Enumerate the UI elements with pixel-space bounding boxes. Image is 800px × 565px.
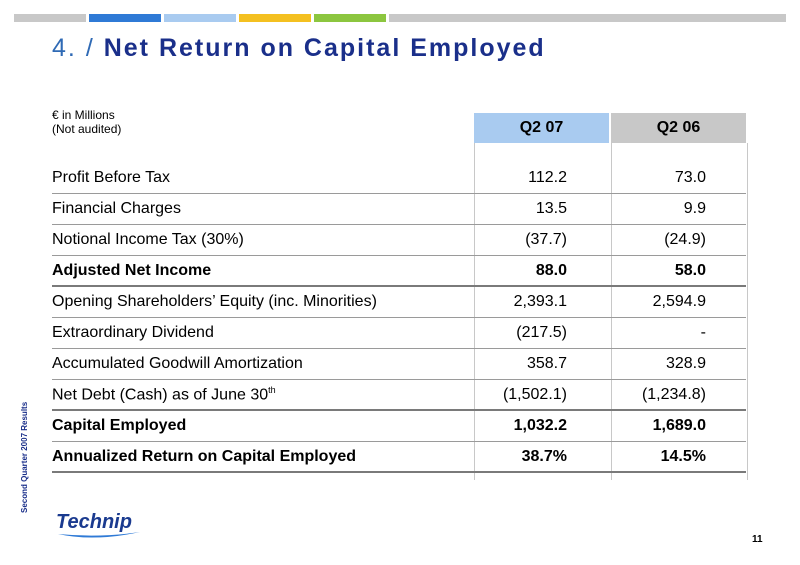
- slide-number-prefix: 4.: [52, 34, 77, 62]
- row-label: Adjusted Net Income: [52, 261, 212, 279]
- value-q2-07: (217.5): [516, 324, 567, 341]
- row-label: Profit Before Tax: [52, 169, 170, 186]
- color-bar-segment: [89, 14, 161, 22]
- value-q2-06: (1,234.8): [641, 385, 706, 403]
- color-bar-segment: [389, 14, 786, 22]
- value-q2-06: 14.5%: [660, 447, 706, 465]
- row-label-text: Net Debt (Cash) as of June 30: [52, 386, 269, 404]
- units-note: [52, 108, 121, 136]
- value-q2-06: 2,594.9: [652, 293, 706, 310]
- value-q2-06: 73.0: [674, 169, 706, 186]
- row-label: [52, 385, 476, 404]
- value-q2-07: 1,032.2: [513, 417, 567, 434]
- value-q2-07: (37.7): [525, 231, 567, 248]
- color-bar-segment: [164, 14, 236, 22]
- row-label: Annualized Return on Capital Employed: [52, 447, 357, 465]
- table-row: [52, 225, 746, 256]
- value-q2-07: 2,393.1: [513, 293, 567, 310]
- technip-logo: [54, 508, 144, 542]
- value-q2-07: (1,502.1): [502, 385, 567, 403]
- value-q2-06: 9.9: [683, 200, 706, 217]
- value-q2-06: (24.9): [664, 231, 706, 248]
- column-header-q2-07: Q2 07: [474, 113, 609, 143]
- value-q2-06: 58.0: [674, 261, 706, 279]
- units-currency: € in Millions: [52, 108, 115, 122]
- table-row: [52, 194, 746, 225]
- table-row: [52, 318, 746, 349]
- value-q2-06: 328.9: [665, 355, 706, 372]
- financial-table: [52, 163, 746, 473]
- table-row-total: [52, 411, 746, 442]
- column-header-q2-06: Q2 06: [611, 113, 746, 143]
- row-label: Opening Shareholders’ Equity (inc. Minorities): [52, 293, 377, 310]
- color-bar-segment: [314, 14, 386, 22]
- page-number: 11: [752, 534, 763, 545]
- value-q2-06: -: [700, 324, 706, 341]
- row-label-superscript: th: [268, 384, 276, 395]
- table-row: [52, 349, 746, 380]
- row-label: Financial Charges: [52, 200, 181, 217]
- table-row-total: [52, 256, 746, 287]
- row-label: Extraordinary Dividend: [52, 324, 214, 341]
- title-slash: /: [85, 34, 95, 62]
- value-q2-06: 1,689.0: [652, 417, 706, 434]
- logo-wordmark: Technip: [56, 511, 132, 533]
- color-bar-segment: [14, 14, 86, 22]
- title-text: Net Return on Capital Employed: [103, 34, 546, 62]
- color-bar-segment: [239, 14, 311, 22]
- value-q2-07: 13.5: [535, 200, 567, 217]
- row-label: Notional Income Tax (30%): [52, 231, 244, 248]
- table-row: [52, 287, 746, 318]
- table-row: [52, 163, 746, 194]
- table-row-total: [52, 442, 746, 473]
- value-q2-07: 88.0: [535, 261, 567, 279]
- table-row: [52, 380, 746, 411]
- value-q2-07: 112.2: [528, 169, 567, 186]
- side-caption: Second Quarter 2007 Results: [20, 401, 29, 513]
- top-color-bar: [14, 14, 786, 22]
- row-label: Capital Employed: [52, 417, 187, 434]
- value-q2-07: 358.7: [526, 355, 567, 372]
- value-q2-07: 38.7%: [521, 447, 567, 465]
- row-label: Accumulated Goodwill Amortization: [52, 355, 303, 372]
- units-audit-note: (Not audited): [52, 122, 122, 136]
- slide-title: [52, 34, 546, 63]
